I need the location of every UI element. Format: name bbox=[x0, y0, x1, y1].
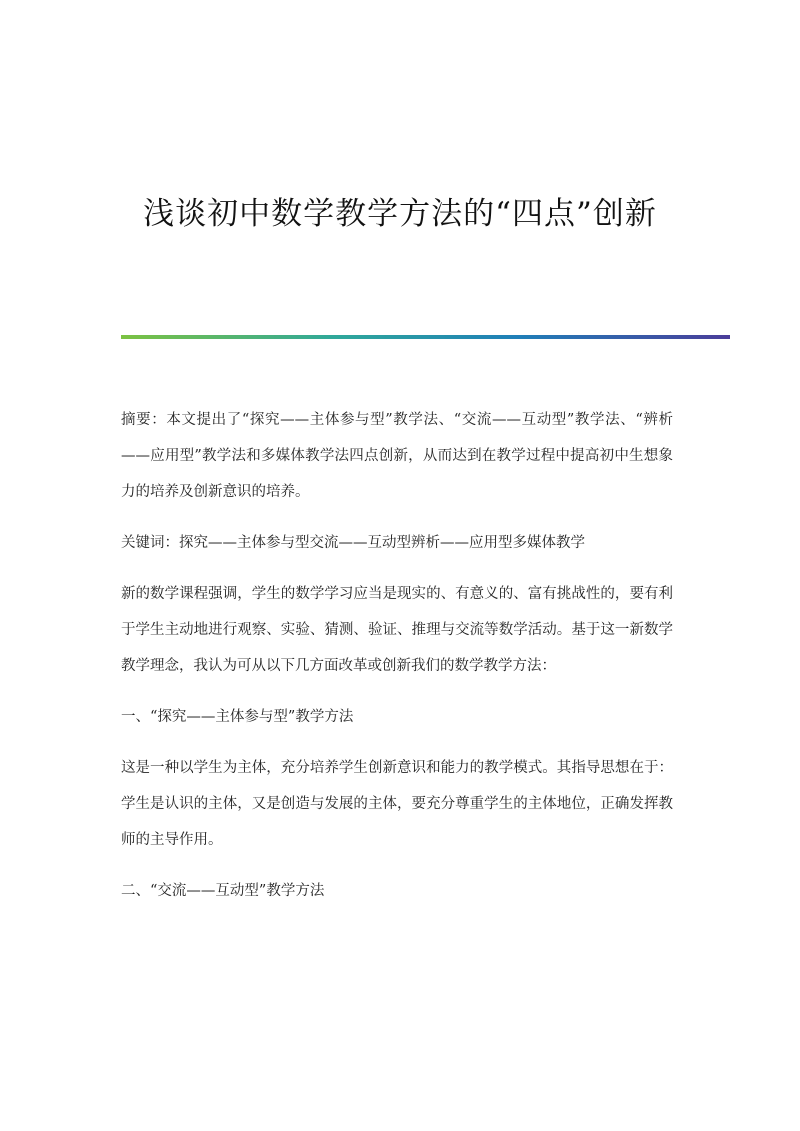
section-heading-1: 一、“探究——主体参与型”教学方法 bbox=[121, 709, 354, 725]
abstract-paragraph: 摘要：本文提出了“探究——主体参与型”教学法、“交流——互动型”教学法、“辨析——应用型”教学法和多媒体教学法四点创新，从而达到在教学过程中提高初中生想象力的培养及创新意识的培养。 bbox=[121, 412, 673, 500]
section-1-paragraph: 这是一种以学生为主体，充分培养学生创新意识和能力的教学模式。其指导思想在于：学生是认识的主体，又是创造与发展的主体，要充分尊重学生的主体地位，正确发挥教师的主导作用。 bbox=[121, 760, 673, 848]
gradient-divider bbox=[121, 335, 730, 339]
document-title: 浅谈初中数学教学方法的“四点”创新 bbox=[143, 196, 657, 232]
intro-paragraph: 新的数学课程强调，学生的数学学习应当是现实的、有意义的、富有挑战性的，要有利于学生主动地进行观察、实验、猜测、验证、推理与交流等数学活动。基于这一新数学教学理念，我认为可从以下几方面改革或创新我们的数学教学方法： bbox=[121, 586, 673, 674]
document-body bbox=[121, 402, 673, 924]
keywords-paragraph: 关键词：探究——主体参与型交流——互动型辨析——应用型多媒体教学 bbox=[121, 535, 585, 551]
section-heading-2: 二、“交流——互动型”教学方法 bbox=[121, 883, 325, 899]
